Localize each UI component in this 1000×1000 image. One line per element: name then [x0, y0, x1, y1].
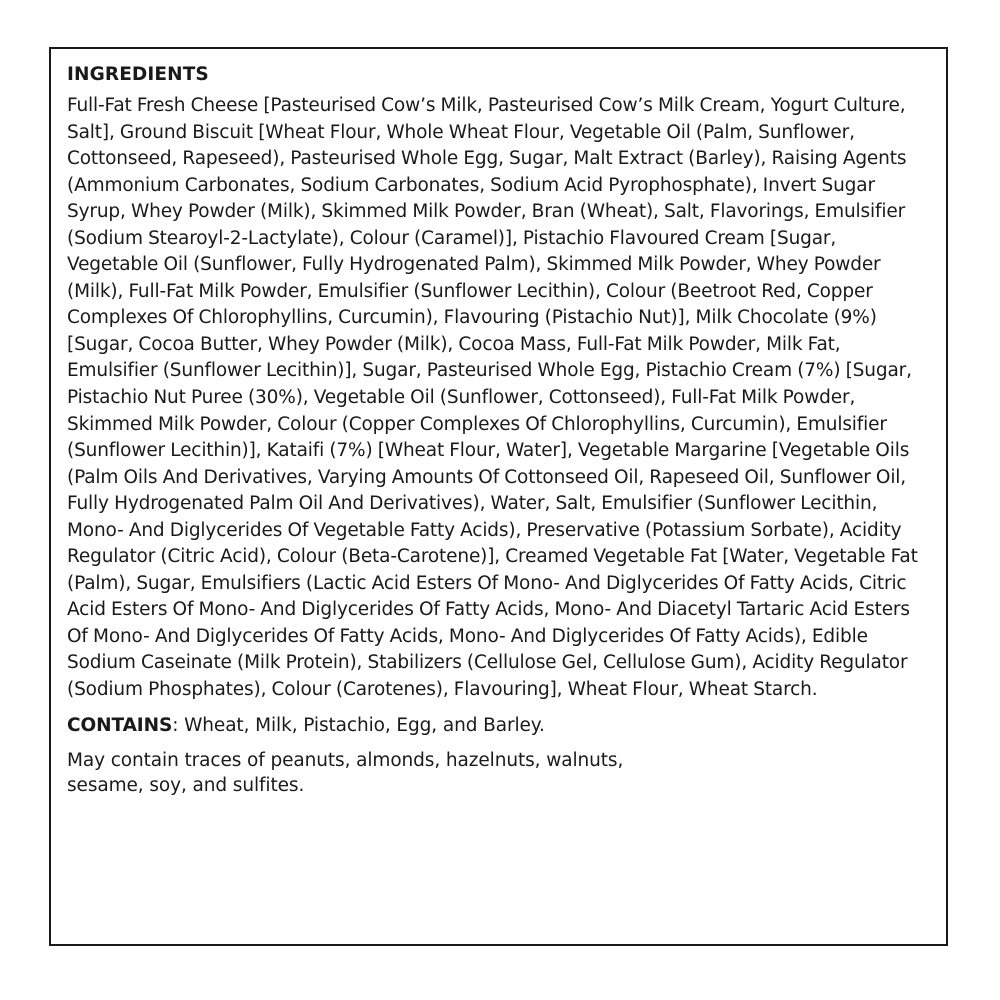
contains-label: CONTAINS: [67, 714, 173, 736]
contains-allergens-text: : Wheat, Milk, Pistachio, Egg, and Barley.: [172, 714, 545, 736]
contains-statement: [67, 713, 930, 739]
may-contain-traces-text: May contain traces of peanuts, almonds, hazelnuts, walnuts, sesame, soy, and sulfites.: [67, 749, 624, 797]
ingredients-heading: INGREDIENTS: [67, 64, 209, 85]
ingredients-label-panel: [49, 47, 948, 946]
ingredients-list-text: Full-Fat Fresh Cheese [Pasteurised Cow’s Milk, Pasteurised Cow’s Milk Cream, Yogurt Culture, Salt], Ground Biscuit [Wheat Flour, Whole Wheat Flour, Vegetable Oil (Palm, Sunflower, Cottonseed, Rapeseed), Pasteurised Whole Egg, Sugar, Malt Extract (Barley), Raising Agents (Ammonium Carbonates, Sodium Carbonates, Sodium Acid Pyrophosphate), Invert Sugar Syrup, Whey Powder (Milk), Skimmed Milk Powder, Bran (Wheat), Salt, Flavorings, Emulsifier (Sodium Stearoyl-2-Lactylate), Colour (Caramel)], Pistachio Flavoured Cream [Sugar, Vegetable Oil (Sunflower, Fully Hydrogenated Palm), Skimmed Milk Powder, Whey Powder (Milk), Full-Fat Milk Powder, Emulsifier (Sunflower Lecithin), Colour (Beetroot Red, Copper Complexes Of Chlorophyllins, Curcumin), Flavouring (Pistachio Nut)], Milk Chocolate (9%) [Sugar, Cocoa Butter, Whey Powder (Milk), Cocoa Mass, Full-Fat Milk Powder, Milk Fat, Emulsifier (Sunflower Lecithin)], Sugar, Pasteurised Whole Egg, Pistachio Cream (7%) [Sugar, Pistachio Nut Puree (30%), Vegetable Oil (Sunflower, Cottonseed), Full-Fat Milk Powder, Skimmed Milk Powder, Colour (Copper Complexes Of Chlorophyllins, Curcumin), Emulsifier (Sunflower Lecithin)], Kataifi (7%) [Wheat Flour, Water], Vegetable Margarine [Vegetable Oils (Palm Oils And Derivatives, Varying Amounts Of Cottonseed Oil, Rapeseed Oil, Sunflower Oil, Fully Hydrogenated Palm Oil And Derivatives), Water, Salt, Emulsifier (Sunflower Lecithin, Mono- And Diglycerides Of Vegetable Fatty Acids), Preservative (Potassium Sorbate), Acidity Regulator (Citric Acid), Colour (Beta-Carotene)], Creamed Vegetable Fat [Water, Vegetable Fat (Palm), Sugar, Emulsifiers (Lactic Acid Esters Of Mono- And Diglycerides Of Fatty Acids, Citric Acid Esters Of Mono- And Diglycerides Of Fatty Acids, Mono- And Diacetyl Tartaric Acid Esters Of Mono- And Diglycerides Of Fatty Acids, Mono- And Diglycerides Of Fatty Acids), Edible Sodium Caseinate (Milk Protein), Stabilizers (Cellulose Gel, Cellulose Gum), Acidity Regulator (Sodium Phosphates), Colour (Carotenes), Flavouring], Wheat Flour, Wheat Starch.: [67, 95, 918, 701]
